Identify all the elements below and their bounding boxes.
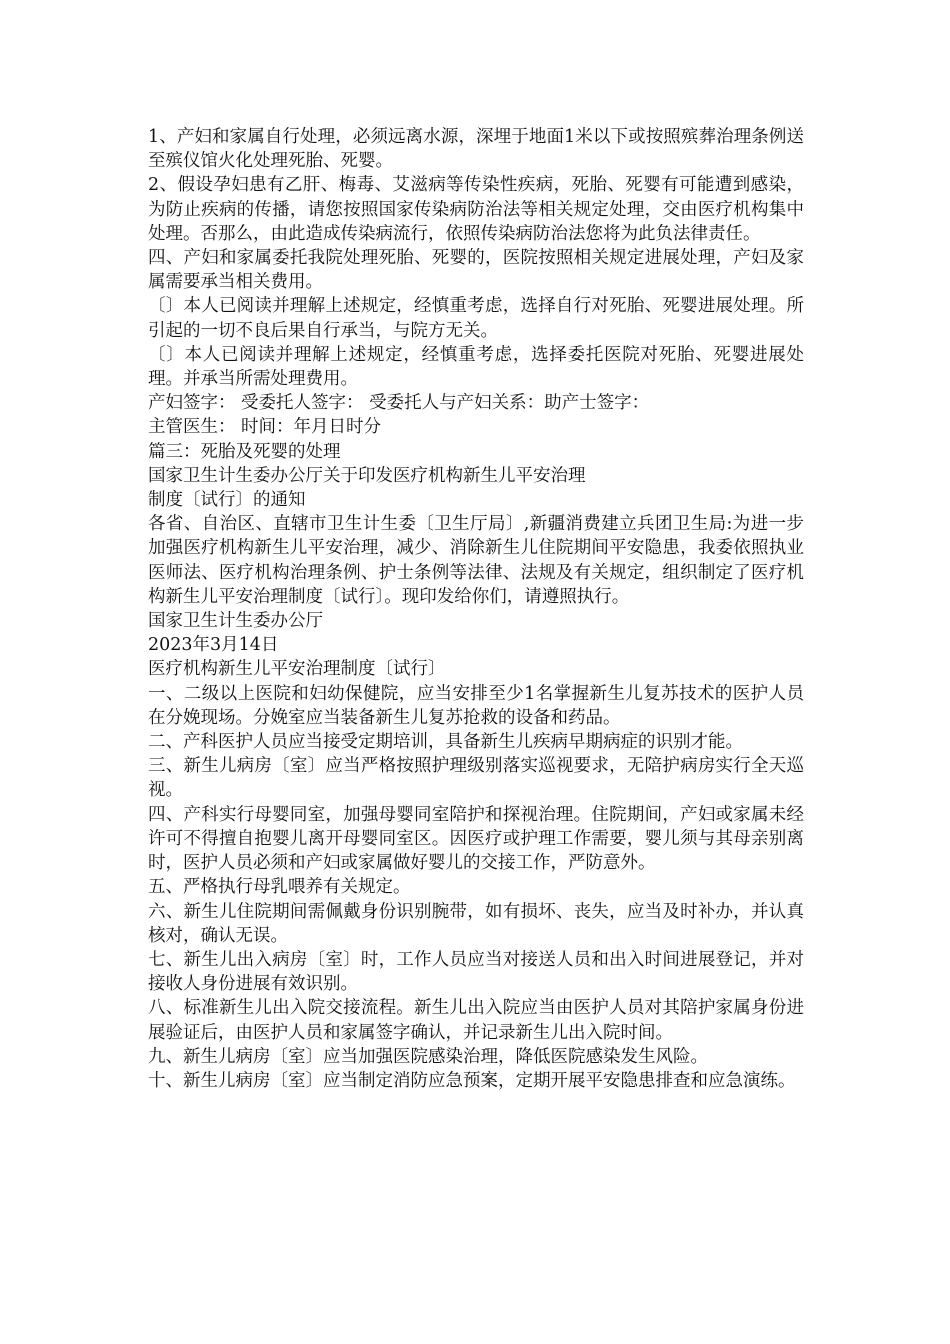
document-page	[148, 125, 804, 1093]
regulation-item-3: 三、新生儿病房〔室〕应当严格按照护理级别落实巡视要求，无陪护病房实行全天巡视。	[148, 756, 804, 801]
notice-body: 各省、自治区、直辖市卫生计生委〔卫生厅局〕,新疆消费建立兵团卫生局:为进一步加强医疗机构新生儿平安治理，减少、消除新生儿住院期间平安隐患，我委依照执业医师法、医疗机构治理条例、护士条例等法律、法规及有关规定，组织制定了医疗机构新生儿平安治理制度〔试行〕。现印发给你们，请遵照执行。	[148, 514, 804, 607]
paragraph-section-4: 四、产妇和家属委托我院处理死胎、死婴的，医院按照相关规定进展处理，产妇及家属需要承当相关费用。	[148, 248, 804, 293]
regulation-item-10: 十、新生儿病房〔室〕应当制定消防应急预案，定期开展平安隐患排查和应急演练。	[148, 1070, 796, 1091]
issuer-name: 国家卫生计生委办公厅	[148, 611, 323, 632]
regulation-item-2: 二、产科医护人员应当接受定期培训，具备新生儿疾病早期病症的识别才能。	[148, 732, 743, 753]
regulation-item-8: 八、标准新生儿出入院交接流程。新生儿出入院应当由医护人员对其陪护家属身份进展验证后，由医护人员和家属签字确认，并记录新生儿出入院时间。	[148, 998, 804, 1043]
regulation-item-4: 四、产科实行母婴同室，加强母婴同室陪护和探视治理。住院期间，产妇或家属未经许可不得擅自抱婴儿离开母婴同室区。因医疗或护理工作需要，婴儿须与其母亲别离时，医护人员必须和产妇或家属做好婴儿的交接工作，严防意外。	[148, 804, 804, 874]
notice-title-line-2: 制度〔试行〕的通知	[148, 490, 306, 511]
regulation-item-9: 九、新生儿病房〔室〕应当加强医院感染治理，降低医院感染发生风险。	[148, 1046, 708, 1067]
checkbox-option-hospital: 〔〕本人已阅读并理解上述规定，经慎重考虑，选择委托医院对死胎、死婴进展处理。并承当所需处理费用。	[148, 344, 804, 390]
chapter-heading: 篇三：死胎及死婴的处理	[148, 441, 341, 462]
paragraph-item-2: 2、假设孕妇患有乙肝、梅毒、艾滋病等传染性疾病，死胎、死婴有可能遭到感染，为防止疾病的传播，请您按照国家传染病防治法等相关规定处理，交由医疗机构集中处理。否那么，由此造成传染病流行，依照传染病防治法您将为此负法律责任。	[148, 175, 804, 244]
paragraph-item-1: 1、产妇和家属自行处理，必须远离水源，深埋于地面1米以下或按照殡葬治理条例送至殡仪馆火化处理死胎、死婴。	[148, 127, 804, 172]
regulation-item-7: 七、新生儿出入病房〔室〕时，工作人员应当对接送人员和出入时间进展登记，并对接收人身份进展有效识别。	[148, 949, 804, 995]
notice-title-line-1: 国家卫生计生委办公厅关于印发医疗机构新生儿平安治理	[148, 465, 586, 486]
issue-date: 2023年3月14日	[148, 635, 279, 656]
regulation-item-1: 一、二级以上医院和妇幼保健院，应当安排至少1名掌握新生儿复苏技术的医护人员在分娩现场。分娩室应当装备新生儿复苏抢救的设备和药品。	[148, 683, 804, 728]
regulation-title: 医疗机构新生儿平安治理制度〔试行〕	[148, 659, 446, 680]
checkbox-option-self: 〔〕本人已阅读并理解上述规定，经慎重考虑，选择自行对死胎、死婴进展处理。所引起的一切不良后果自行承当，与院方无关。	[148, 296, 804, 341]
regulation-item-6: 六、新生儿住院期间需佩戴身份识别腕带，如有损坏、丧失，应当及时补办，并认真核对，确认无误。	[148, 901, 804, 946]
doctor-time-line: 主管医生： 时间：年月日时分	[148, 417, 382, 438]
regulation-item-5: 五、严格执行母乳喂养有关规定。	[148, 877, 411, 898]
signature-line: 产妇签字： 受委托人签字： 受委托人与产妇关系：助产士签字：	[148, 393, 650, 414]
